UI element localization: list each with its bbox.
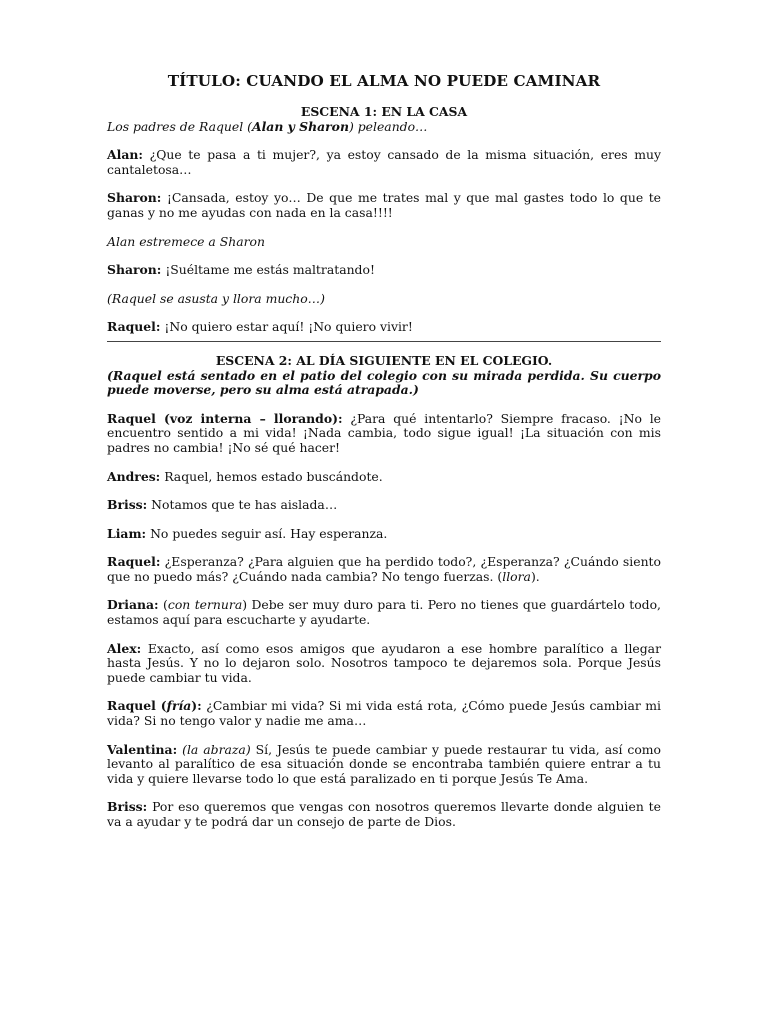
intro-text: Los padres de Raquel ( — [107, 118, 252, 134]
speaker: Raquel (voz interna – llorando): — [107, 410, 343, 426]
speaker: Sharon: — [107, 262, 162, 278]
speaker: Raquel: — [107, 554, 161, 570]
dialogue-valentina — [107, 743, 661, 787]
line-text: Raquel, hemos estado buscándote. — [160, 468, 383, 484]
speaker: Sharon: — [107, 190, 162, 206]
dialogue-sharon — [107, 191, 661, 220]
line-text: ¿Que te pasa a ti mujer?, ya estoy cansado de la misma situación, eres muy cantaletosa… — [107, 147, 661, 177]
speaker-post: ): — [191, 698, 202, 714]
line-text: Por eso queremos que vengas con nosotros queremos llevarte donde alguien te va a ayudar y te podrá dar un consejo de parte de Dios. — [107, 799, 661, 829]
line-text: Notamos que te has aislada… — [147, 497, 338, 513]
speaker: Liam: — [107, 525, 147, 541]
dialogue-liam — [107, 527, 661, 542]
line-text: ¡No quiero estar aquí! ¡No quiero vivir! — [160, 319, 413, 335]
intro-text-end: ) peleando… — [348, 118, 428, 134]
line-text: ) Debe ser muy duro para ti. Pero no tienes que guardártelo todo, estamos aquí para escucharte y ayudarte. — [107, 597, 661, 628]
speaker: Driana: — [107, 597, 159, 613]
scene-2-heading: ESCENA 2: AL DÍA SIGUIENTE EN EL COLEGIO. — [215, 352, 553, 368]
scene-1-heading: ESCENA 1: EN LA CASA — [300, 104, 468, 119]
line-text: No puedes seguir así. Hay esperanza. — [146, 525, 388, 541]
line-text: ¡Cansada, estoy yo… De que me trates mal y que mal gastes todo lo que te ganas y no me ayudas con nada en la casa!!!! — [107, 190, 661, 220]
dialogue-driana — [107, 598, 661, 627]
dialogue-sharon-2 — [107, 263, 661, 278]
dialogue-raquel-3 — [107, 699, 661, 728]
scene-1-intro — [107, 120, 661, 135]
document-page — [107, 72, 661, 830]
line-text: Sí, Jesús te puede cambiar y puede restaurar tu vida, así como levanto al paralítico de esa situación donde se encontraba también quiere entrar a tu vida y quiere llevarse todo lo que está paralizado en ti porque Jesús Te Ama. — [107, 741, 661, 786]
dialogue-raquel-2 — [107, 555, 661, 584]
intro-parents: Alan y Sharon — [251, 118, 349, 134]
speaker: Alex: — [107, 640, 142, 656]
line-text-end: ). — [530, 568, 540, 584]
stage-direction: Alan estremece a Sharon — [107, 233, 265, 249]
scene-2-stage: (Raquel está sentado en el patio del colegio con su mirada perdida. Su cuerpo puede moverse, pero su alma está atrapada.) — [107, 367, 661, 398]
dialogue-briss — [107, 498, 661, 513]
dialogue-alan — [107, 148, 661, 177]
line-text: ¡Suéltame me estás maltratando! — [161, 262, 375, 278]
speaker: Andres: — [107, 468, 161, 484]
line-italic: (la abraza) — [182, 741, 251, 757]
line-text: Exacto, así como esos amigos que ayudaron a ese hombre paralítico a llegar hasta Jesús. Y no lo dejaron solo. Nosotros tampoco te dejaremos sola. Porque Jesús puede cambiar tu vida. — [107, 640, 661, 685]
line-text: ¿Esperanza? ¿Para alguien que ha perdido todo?, ¿Esperanza? ¿Cuándo siento que no puedo más? ¿Cuándo nada cambia? No tengo fuerzas. ( — [107, 554, 661, 584]
speaker: Briss: — [107, 497, 148, 513]
line-text: ¿Cambiar mi vida? Si mi vida está rota, ¿Cómo puede Jesús cambiar mi vida? Si no tengo valor y nadie me ama… — [107, 698, 661, 729]
speaker-italic: fría — [166, 698, 192, 714]
dialogue-andres — [107, 470, 661, 485]
speaker: Alan: — [107, 147, 143, 163]
line-italic: con ternura — [167, 597, 243, 613]
line-italic: llora — [502, 568, 531, 584]
speaker: Raquel: — [107, 319, 161, 335]
document-title: TÍTULO: CUANDO EL ALMA NO PUEDE CAMINAR — [167, 72, 601, 90]
dialogue-raquel-inner — [107, 412, 661, 456]
speaker: Briss: — [107, 799, 148, 815]
speaker-pre: Raquel ( — [107, 698, 167, 714]
dialogue-alex — [107, 642, 661, 686]
speaker: Valentina: — [107, 741, 178, 757]
dialogue-briss-2 — [107, 800, 661, 829]
stage-direction-2: (Raquel se asusta y llora mucho…) — [107, 290, 325, 306]
scene-divider — [107, 341, 661, 342]
line-text-pre: ( — [158, 597, 168, 613]
speaker — [107, 698, 202, 713]
dialogue-raquel — [107, 320, 661, 335]
line-text: ¿Para qué intentarlo? Siempre fracaso. ¡No le encuentro sentido a mi vida! ¡Nada cambia, todo sigue igual! ¡La situación con mis padres no cambia! ¡No sé qué hacer! — [107, 410, 661, 455]
